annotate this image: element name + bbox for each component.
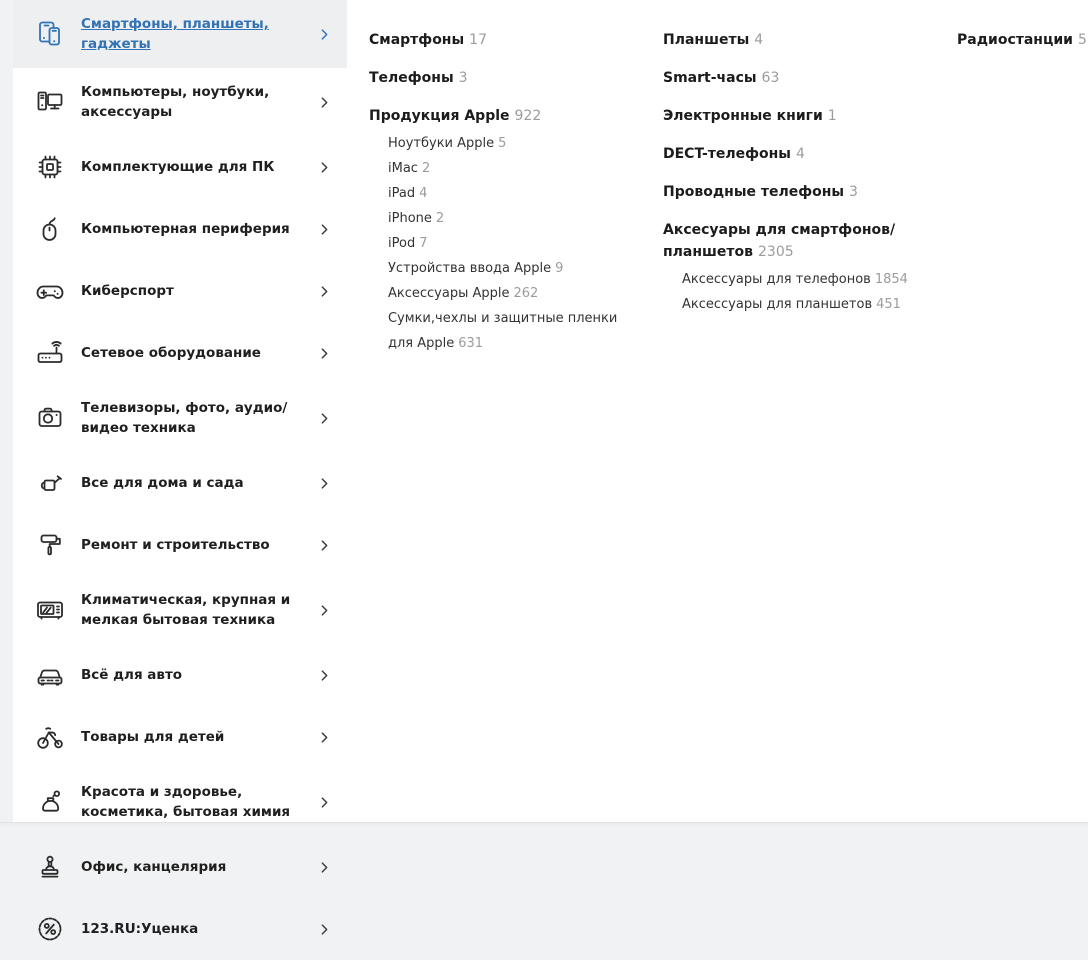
- sidebar-item-discount[interactable]: [13, 898, 347, 960]
- subcategory-link-dect-phones[interactable]: [663, 143, 915, 165]
- subcategory-link-radios[interactable]: [957, 29, 1088, 51]
- subcategory-label: Аксессуары для телефонов: [682, 272, 871, 287]
- subcategory-label: iPad: [388, 186, 416, 201]
- subcategory-count: 2: [421, 161, 431, 176]
- gamepad-icon: [33, 274, 67, 308]
- subcategory-flyout: [347, 0, 1088, 822]
- subcategory-count: 63: [761, 70, 780, 86]
- subcategory-count: 4: [795, 146, 805, 162]
- subcategory-label: Smart-часы: [663, 70, 757, 86]
- apple-products-sublist: [369, 131, 663, 356]
- chevron-right-icon: [321, 224, 328, 235]
- sidebar-item-esports[interactable]: [13, 260, 347, 322]
- car-icon: [33, 658, 67, 692]
- subcategory-link-smartphones[interactable]: [369, 29, 621, 51]
- sale-badge-icon: [33, 912, 67, 946]
- subcategory-link-ipod[interactable]: [388, 231, 621, 256]
- subcategory-label: Аксессуары для планшетов: [682, 297, 873, 312]
- sidebar-item-network-equipment[interactable]: [13, 322, 347, 384]
- chevron-right-icon: [321, 732, 328, 743]
- chevron-right-icon: [321, 348, 328, 359]
- subcategory-label: Ноутбуки Apple: [388, 136, 495, 151]
- subcategory-link-ipad[interactable]: [388, 181, 621, 206]
- chevron-right-icon: [321, 670, 328, 681]
- subcategory-label: DECT-телефоны: [663, 146, 791, 162]
- sidebar-item-label: 123.RU:Уценка: [81, 921, 199, 937]
- subcategory-link-apple-products[interactable]: [369, 105, 621, 127]
- sidebar-item-label: Компьютерная периферия: [81, 221, 290, 237]
- chevron-right-icon: [321, 29, 328, 40]
- chevron-right-icon: [321, 605, 328, 616]
- subcategory-label: Аксесуары для смартфонов/планшетов: [663, 222, 896, 260]
- subcategory-count: 2305: [758, 244, 794, 260]
- subcategory-link-smartphone-tablet-accessories[interactable]: [663, 219, 915, 263]
- subcategory-link-wired-phones[interactable]: [663, 181, 915, 203]
- catalog-menu-panel: [13, 0, 1088, 937]
- sidebar-item-office-stationery[interactable]: [13, 836, 347, 898]
- subcategory-count: 7: [419, 236, 428, 251]
- sidebar-item-label: Киберспорт: [81, 283, 174, 299]
- subcategory-count: 17: [469, 32, 487, 48]
- phones-tablets-icon: [33, 17, 67, 51]
- subcategory-count: 1: [827, 108, 837, 124]
- subcategory-label: Продукция Apple: [369, 108, 510, 124]
- sidebar-item-label: Товары для детей: [81, 729, 225, 745]
- cpu-chip-icon: [33, 150, 67, 184]
- chevron-right-icon: [321, 162, 328, 173]
- category-sidebar: [13, 0, 347, 937]
- sidebar-item-label: Смартфоны, планшеты, гаджеты: [81, 16, 269, 52]
- sidebar-item-auto[interactable]: [13, 644, 347, 706]
- subcategory-link-imac[interactable]: [388, 156, 621, 181]
- subcategory-count: 451: [876, 297, 901, 312]
- chevron-right-icon: [321, 97, 328, 108]
- paint-roller-icon: [33, 528, 67, 562]
- subcategory-count: 9: [555, 261, 564, 276]
- chevron-right-icon: [321, 924, 328, 935]
- sidebar-item-label: Всё для авто: [81, 667, 183, 683]
- subcategory-count: 2: [435, 211, 445, 226]
- chevron-right-icon: [321, 413, 328, 424]
- subcategory-link-phone-accessories[interactable]: [682, 267, 915, 292]
- subcategory-count: 5: [498, 136, 507, 151]
- sidebar-item-smartphones-tablets-gadgets[interactable]: [13, 0, 347, 68]
- subcategory-label: Телефоны: [369, 70, 454, 86]
- subcategory-link-apple-notebooks[interactable]: [388, 131, 621, 156]
- subcategory-count: 631: [458, 336, 484, 351]
- perfume-icon: [33, 785, 67, 819]
- mouse-icon: [33, 212, 67, 246]
- subcategory-link-apple-accessories[interactable]: [388, 281, 621, 306]
- sidebar-item-appliances[interactable]: [13, 576, 347, 644]
- stamp-icon: [33, 850, 67, 884]
- subcategory-link-tablets[interactable]: [663, 29, 915, 51]
- tricycle-icon: [33, 720, 67, 754]
- sidebar-item-label: Телевизоры, фото, аудио/видео техника: [81, 400, 288, 436]
- chevron-right-icon: [321, 797, 328, 808]
- sidebar-item-label: Ремонт и строительство: [81, 537, 270, 553]
- microwave-icon: [33, 593, 67, 627]
- accessories-sublist: [663, 267, 957, 317]
- subcategory-label: Сумки,чехлы и защитные пленки для Apple: [388, 311, 618, 351]
- router-icon: [33, 336, 67, 370]
- sidebar-item-label: Все для дома и сада: [81, 475, 244, 491]
- subcategory-count: 4: [754, 32, 764, 48]
- flyout-column-3: [957, 29, 1088, 67]
- chevron-right-icon: [321, 286, 328, 297]
- subcategory-link-apple-cases[interactable]: [388, 306, 621, 356]
- chevron-right-icon: [321, 540, 328, 551]
- subcategory-link-ebooks[interactable]: [663, 105, 915, 127]
- subcategory-count: 4: [419, 186, 428, 201]
- flyout-column-2: [663, 29, 957, 329]
- subcategory-label: iPhone: [388, 211, 432, 226]
- sidebar-item-label: Офис, канцелярия: [81, 859, 227, 875]
- subcategory-label: iMac: [388, 161, 418, 176]
- subcategory-label: Устройства ввода Apple: [388, 261, 552, 276]
- sidebar-item-kids[interactable]: [13, 706, 347, 768]
- flyout-column-1: [369, 29, 663, 368]
- sidebar-item-label: Климатическая, крупная и мелкая бытовая техника: [81, 592, 291, 628]
- sidebar-item-tv-photo-audio-video[interactable]: [13, 384, 347, 452]
- subcategory-count: 1854: [874, 272, 908, 287]
- subcategory-link-apple-input-devices[interactable]: [388, 256, 621, 281]
- subcategory-label: Радиостанции: [957, 32, 1073, 48]
- subcategory-link-phones[interactable]: [369, 67, 621, 89]
- subcategory-label: Проводные телефоны: [663, 184, 845, 200]
- page-bottom-strip: [0, 822, 1088, 827]
- subcategory-label: Электронные книги: [663, 108, 823, 124]
- sidebar-item-label: Красота и здоровье, косметика, бытовая химия: [81, 784, 291, 820]
- subcategory-count: 262: [513, 286, 539, 301]
- subcategory-count: 922: [514, 108, 542, 124]
- sidebar-item-computers-notebooks[interactable]: [13, 68, 347, 136]
- computers-icon: [33, 85, 67, 119]
- sidebar-item-computer-peripherals[interactable]: [13, 198, 347, 260]
- chevron-right-icon: [321, 478, 328, 489]
- subcategory-label: Планшеты: [663, 32, 750, 48]
- subcategory-count: 5: [1077, 32, 1087, 48]
- sidebar-item-label: Сетевое оборудование: [81, 345, 261, 361]
- sidebar-item-home-garden[interactable]: [13, 452, 347, 514]
- subcategory-link-smart-watches[interactable]: [663, 67, 915, 89]
- sidebar-item-pc-components[interactable]: [13, 136, 347, 198]
- sidebar-item-repair-construction[interactable]: [13, 514, 347, 576]
- sidebar-item-label: Комплектующие для ПК: [81, 159, 275, 175]
- subcategory-label: iPod: [388, 236, 416, 251]
- sidebar-item-label: Компьютеры, ноутбуки, аксессуары: [81, 84, 270, 120]
- subcategory-link-iphone[interactable]: [388, 206, 621, 231]
- subcategory-count: 3: [849, 184, 858, 200]
- subcategory-link-tablet-accessories[interactable]: [682, 292, 915, 317]
- subcategory-label: Смартфоны: [369, 32, 465, 48]
- camera-icon: [33, 401, 67, 435]
- subcategory-label: Аксессуары Apple: [388, 286, 510, 301]
- watering-can-icon: [33, 466, 67, 500]
- subcategory-count: 3: [458, 70, 468, 86]
- chevron-right-icon: [321, 862, 328, 873]
